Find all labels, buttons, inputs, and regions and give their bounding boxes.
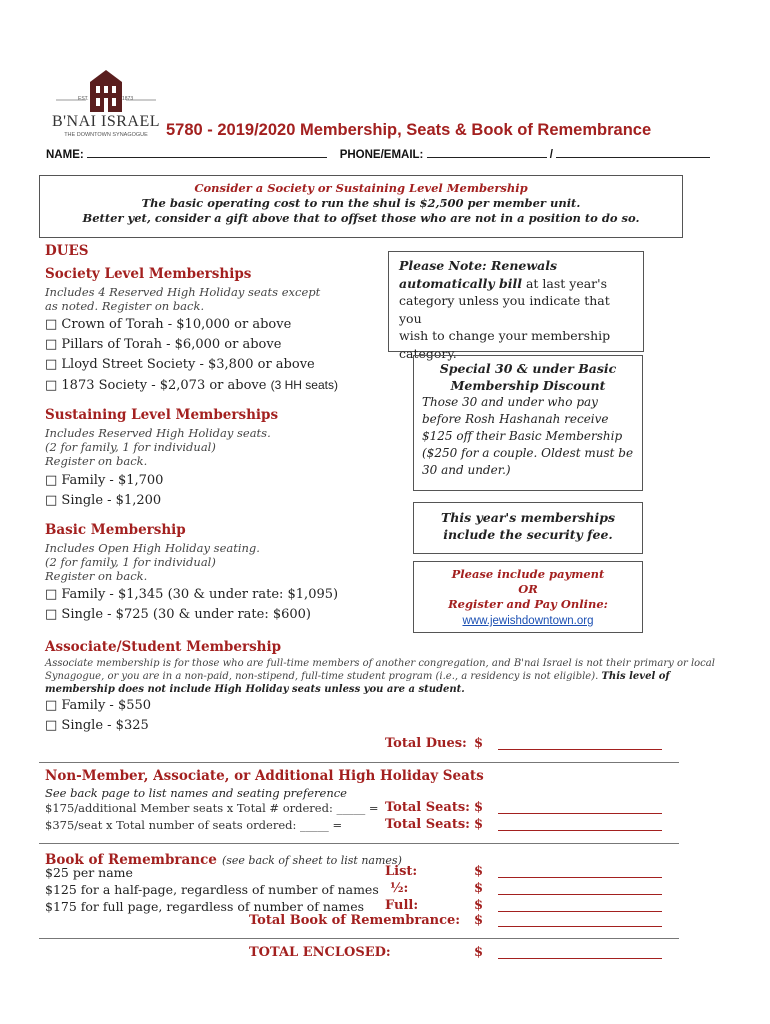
intro-heading: Consider a Society or Sustaining Level Membership: [194, 181, 528, 195]
total-enclosed-dollar: $: [474, 945, 484, 960]
sustaining-note-1: Includes Reserved High Holiday seats.: [45, 426, 271, 440]
divider-3: [39, 938, 679, 939]
phone-label: PHONE/EMAIL:: [339, 149, 424, 161]
associate-title: Associate/Student Membership: [45, 639, 282, 655]
society-item-1873[interactable]: [45, 375, 338, 396]
book-full-dollar: $: [474, 898, 484, 913]
sustaining-title: Sustaining Level Memberships: [45, 407, 279, 423]
logo-name: B'NAI ISRAEL: [52, 113, 160, 130]
logo-est: EST.: [78, 96, 89, 102]
seats-total-label-1: Total Seats:: [385, 800, 470, 815]
book-half-label: ½:: [390, 881, 409, 896]
total-dues-field[interactable]: [498, 737, 662, 750]
intro-box: [39, 175, 683, 238]
logo-tagline: THE DOWNTOWN SYNAGOGUE: [64, 132, 148, 138]
name-field[interactable]: [87, 157, 327, 158]
book-row-list: $25 per name: [45, 865, 133, 880]
logo-year: 1873: [122, 96, 134, 102]
renewal-note-line4: wish to change your membership: [399, 328, 611, 343]
seats-total-field-1[interactable]: [498, 801, 662, 814]
seats-row-nonmember: $375/seat x Total number of seats ordered: _____ =: [45, 818, 343, 832]
basic-title: Basic Membership: [45, 522, 186, 538]
seats-note: See back page to list names and seating preference: [45, 786, 347, 800]
phone-field[interactable]: [427, 157, 547, 158]
total-dues-dollar: $: [474, 736, 484, 751]
discount-line-2: before Rosh Hashanah receive: [422, 412, 609, 426]
security-line-2: include the security fee.: [443, 527, 613, 542]
book-total-field[interactable]: [498, 914, 662, 927]
intro-line2: Better yet, consider a gift above that to offset those who are not in a position to do so.: [82, 211, 640, 225]
book-total-label: Total Book of Remembrance:: [249, 913, 461, 928]
synagogue-building-icon: [52, 66, 160, 114]
book-full-field[interactable]: [498, 899, 662, 912]
society-item-1873-suffix: (3 HH seats): [270, 378, 338, 392]
society-item-1873-label: □ 1873 Society - $2,073 or above: [45, 378, 267, 393]
renewal-note-rest1: at last year's: [521, 275, 607, 291]
associate-note-2a: Synagogue, or you are in a non-paid, non-stipend, full-time student program (i.e., a residency is not eligible).: [45, 671, 602, 682]
contact-fields: [46, 149, 710, 161]
renewal-note-bold2: automatically bill: [399, 275, 522, 291]
basic-item-single[interactable]: □ Single - $725 (30 & under rate: $600): [45, 607, 312, 622]
discount-title-2: Membership Discount: [450, 378, 606, 393]
seats-total-dollar-2: $: [474, 817, 484, 832]
book-row-full: $175 for full page, regardless of number of names: [45, 899, 365, 914]
intro-line1: The basic operating cost to run the shul is $2,500 per member unit.: [141, 196, 581, 210]
payment-box: [413, 561, 643, 633]
dues-heading: DUES: [45, 243, 89, 259]
security-fee-box: [413, 502, 643, 554]
society-title: Society Level Memberships: [45, 266, 252, 282]
total-dues-label: Total Dues:: [385, 736, 467, 751]
basic-note-2: (2 for family, 1 for individual): [45, 555, 216, 569]
society-item-lloyd[interactable]: □ Lloyd Street Society - $3,800 or above: [45, 357, 315, 372]
book-total-dollar: $: [474, 913, 484, 928]
renewal-note-box: [388, 251, 644, 361]
book-half-field[interactable]: [498, 882, 662, 895]
discount-line-5: 30 and under.): [422, 463, 511, 477]
book-half-dollar: $: [474, 881, 484, 896]
society-note-1: Includes 4 Reserved High Holiday seats except: [45, 285, 321, 299]
payment-line-2: OR: [518, 582, 538, 596]
security-line-1: This year's memberships: [441, 510, 615, 525]
associate-item-single[interactable]: □ Single - $325: [45, 718, 149, 733]
payment-line-3: Register and Pay Online:: [448, 597, 608, 611]
associate-item-family[interactable]: □ Family - $550: [45, 698, 152, 713]
renewal-note-line2: [399, 275, 633, 293]
associate-note-2: [45, 670, 670, 684]
society-item-pillars[interactable]: □ Pillars of Torah - $6,000 or above: [45, 337, 282, 352]
email-field[interactable]: [556, 157, 710, 158]
total-enclosed-label: TOTAL ENCLOSED:: [249, 945, 391, 960]
book-list-field[interactable]: [498, 865, 662, 878]
seats-total-label-2: Total Seats:: [385, 817, 470, 832]
book-title-note: (see back of sheet to list names): [221, 854, 402, 867]
phone-email-separator: /: [549, 149, 553, 161]
renewal-note-line3: category unless you indicate that you: [399, 293, 610, 326]
sustaining-note-3: Register on back.: [45, 454, 148, 468]
payment-link[interactable]: www.jewishdowntown.org: [462, 615, 594, 627]
associate-note-3: membership does not include High Holiday seats unless you are a student.: [45, 684, 465, 695]
seats-row-member: $175/additional Member seats x Total # ordered: _____ =: [45, 801, 379, 815]
name-label: NAME:: [46, 149, 84, 161]
sustaining-note-2: (2 for family, 1 for individual): [45, 440, 216, 454]
seats-total-dollar-1: $: [474, 800, 484, 815]
sustaining-item-single[interactable]: □ Single - $1,200: [45, 493, 162, 508]
associate-note-1: Associate membership is for those who are full-time members of another congregation, and B'nai Israel is not their primary or local: [45, 658, 715, 669]
page-title: 5780 - 2019/2020 Membership, Seats & Book of Remembrance: [166, 121, 652, 139]
book-list-label: List:: [385, 864, 418, 879]
divider-2: [39, 843, 679, 844]
seats-title: Non-Member, Associate, or Additional High Holiday Seats: [45, 768, 484, 784]
total-enclosed-field[interactable]: [498, 946, 662, 959]
book-row-half: $125 for a half-page, regardless of number of names: [45, 882, 379, 897]
discount-line-1: Those 30 and under who pay: [422, 395, 598, 409]
payment-line-1: Please include payment: [451, 567, 605, 581]
seats-total-field-2[interactable]: [498, 818, 662, 831]
synagogue-logo: [52, 66, 160, 146]
book-full-label: Full:: [385, 898, 419, 913]
associate-note-2b: This level of: [601, 671, 670, 682]
sustaining-item-family[interactable]: □ Family - $1,700: [45, 473, 164, 488]
book-list-dollar: $: [474, 864, 484, 879]
renewal-note-line5: category.: [399, 345, 457, 361]
society-note-2: as noted. Register on back.: [45, 299, 205, 313]
basic-note-1: Includes Open High Holiday seating.: [45, 541, 260, 555]
discount-title-1: Special 30 & under Basic: [439, 361, 617, 376]
basic-note-3: Register on back.: [45, 569, 148, 583]
discount-line-3: $125 off their Basic Membership: [422, 429, 623, 443]
divider-1: [39, 762, 679, 763]
society-item-crown[interactable]: □ Crown of Torah - $10,000 or above: [45, 317, 292, 332]
discount-line-4: ($250 for a couple. Oldest must be: [422, 446, 634, 460]
book-title: Book of Remembrance: [45, 852, 217, 868]
discount-box: [413, 355, 643, 491]
renewal-note-bold1: Please Note: Renewals: [399, 258, 558, 273]
basic-item-family[interactable]: □ Family - $1,345 (30 & under rate: $1,095): [45, 587, 339, 602]
